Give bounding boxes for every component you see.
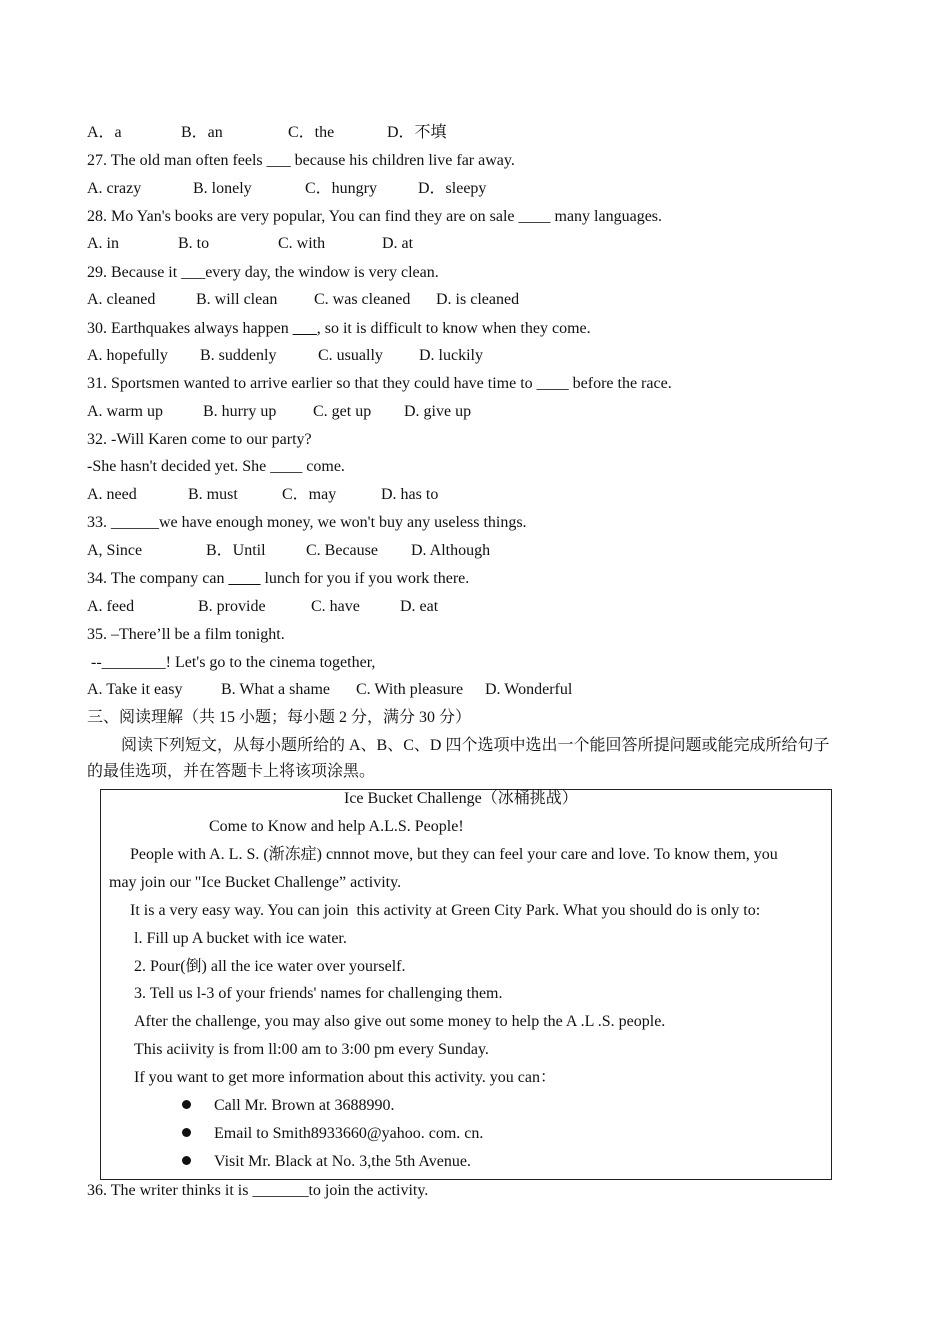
q36-stem: 36. The writer thinks it is _______to join the activity.: [87, 1182, 429, 1199]
section-3-instruction-cont: 的最佳选项，并在答题卡上将该项涂黑。: [87, 763, 376, 780]
q33-stem: 33. ______we have enough money, we won't buy any useless things.: [87, 514, 527, 531]
q33-option-a: A, Since: [87, 542, 143, 559]
q29-option-a: A. cleaned: [87, 291, 156, 308]
passage-paragraph-3: After the challenge, you may also give out some money to help the A .L .S. people.: [134, 1013, 666, 1030]
q27-option-a: A. crazy: [87, 180, 142, 197]
q29-option-c: C. was cleaned: [314, 291, 411, 308]
q33-option-b: B．Until: [206, 542, 266, 559]
q31-option-c: C. get up: [313, 403, 372, 420]
q32-stem: 32. -Will Karen come to our party?: [87, 431, 312, 448]
passage-title: Ice Bucket Challenge（冰桶挑战）: [344, 790, 578, 807]
q27-stem: 27. The old man often feels ___ because his children live far away.: [87, 152, 515, 169]
q35-stem-2: --________! Let's go to the cinema together,: [87, 654, 376, 671]
passage-paragraph-5: If you want to get more information about this activity. you can：: [134, 1069, 556, 1086]
passage-subtitle: Come to Know and help A.L.S. People!: [209, 818, 464, 835]
section-3-heading: 三、阅读理解（共 15 小题；每小题 2 分，满分 30 分）: [87, 709, 472, 726]
q32-option-a: A. need: [87, 486, 137, 503]
q29-option-d: D. is cleaned: [436, 291, 520, 308]
q30-option-d: D. luckily: [419, 347, 483, 364]
q34-option-c: C. have: [311, 598, 360, 615]
q34-option-d: D. eat: [400, 598, 439, 615]
q35-option-d: D. Wonderful: [485, 681, 573, 698]
q29-option-b: B. will clean: [196, 291, 278, 308]
passage-step-3: 3. Tell us l-3 of your friends' names for challenging them.: [134, 985, 503, 1002]
passage-paragraph-2: It is a very easy way. You can join this activity at Green City Park. What you should do is only to:: [130, 902, 761, 919]
q34-stem: 34. The company can ____ lunch for you if you work there.: [87, 570, 470, 587]
passage-paragraph-1: People with A. L. S. (渐冻症) cnnnot move, but they can feel your care and love. To know them, you: [130, 846, 778, 863]
contact-item-email: Email to Smith8933660@yahoo. com. cn.: [214, 1125, 484, 1142]
contact-item-call: Call Mr. Brown at 3688990.: [214, 1097, 395, 1114]
q35-option-c: C. With pleasure: [356, 681, 464, 698]
q26-option-d: D．不填: [387, 124, 447, 141]
q28-option-b: B. to: [178, 235, 210, 252]
q31-option-a: A. warm up: [87, 403, 163, 420]
q27-option-b: B. lonely: [193, 180, 252, 197]
q35-option-b: B. What a shame: [221, 681, 331, 698]
q32-stem-2: -She hasn't decided yet. She ____ come.: [87, 458, 345, 475]
q34-blank: ____: [228, 570, 261, 587]
q28-option-c: C. with: [278, 235, 326, 252]
q34-option-a: A. feed: [87, 598, 135, 615]
q30-option-c: C. usually: [318, 347, 383, 364]
q35-stem: 35. –There’ll be a film tonight.: [87, 626, 285, 643]
q26-option-b: B．an: [181, 124, 223, 141]
passage-paragraph-1-cont: may join our "Ice Bucket Challenge” activity.: [109, 874, 402, 891]
q26-option-c: C．the: [288, 124, 335, 141]
q27-option-c: C．hungry: [305, 180, 378, 197]
passage-paragraph-4: This aciivity is from ll:00 am to 3:00 pm every Sunday.: [134, 1041, 489, 1058]
q28-option-a: A. in: [87, 235, 119, 252]
q30-option-a: A. hopefully: [87, 347, 168, 364]
q33-option-c: C. Because: [306, 542, 378, 559]
q29-stem: 29. Because it ___every day, the window is very clean.: [87, 264, 439, 281]
passage-step-2: 2. Pour(倒) all the ice water over yourself.: [134, 958, 406, 975]
q28-option-d: D. at: [382, 235, 414, 252]
q31-option-b: B. hurry up: [203, 403, 277, 420]
q31-option-d: D. give up: [404, 403, 472, 420]
section-3-instruction: 阅读下列短文，从每小题所给的 A、B、C、D 四个选项中选出一个能回答所提问题或能完成所给句子: [121, 737, 830, 754]
q26-option-a: A．a: [87, 124, 122, 141]
q31-stem: 31. Sportsmen wanted to arrive earlier so that they could have time to ____ before the race.: [87, 375, 672, 392]
q30-stem: 30. Earthquakes always happen ___, so it is difficult to know when they come.: [87, 320, 591, 337]
bullet-icon: [182, 1156, 191, 1165]
q35-option-a: A. Take it easy: [87, 681, 183, 698]
q32-option-b: B. must: [188, 486, 238, 503]
q27-option-d: D．sleepy: [418, 180, 487, 197]
bullet-icon: [182, 1100, 191, 1109]
q32-option-d: D. has to: [381, 486, 439, 503]
q33-option-d: D. Although: [411, 542, 491, 559]
contact-item-visit: Visit Mr. Black at No. 3,the 5th Avenue.: [214, 1153, 471, 1170]
q30-option-b: B. suddenly: [200, 347, 277, 364]
q28-stem: 28. Mo Yan's books are very popular, You can find they are on sale ____ many languages.: [87, 208, 663, 225]
q32-option-c: C．may: [282, 486, 337, 503]
q30-blank: ___: [292, 320, 317, 337]
passage-step-1: l. Fill up A bucket with ice water.: [134, 930, 347, 947]
q34-option-b: B. provide: [198, 598, 266, 615]
bullet-icon: [182, 1128, 191, 1137]
